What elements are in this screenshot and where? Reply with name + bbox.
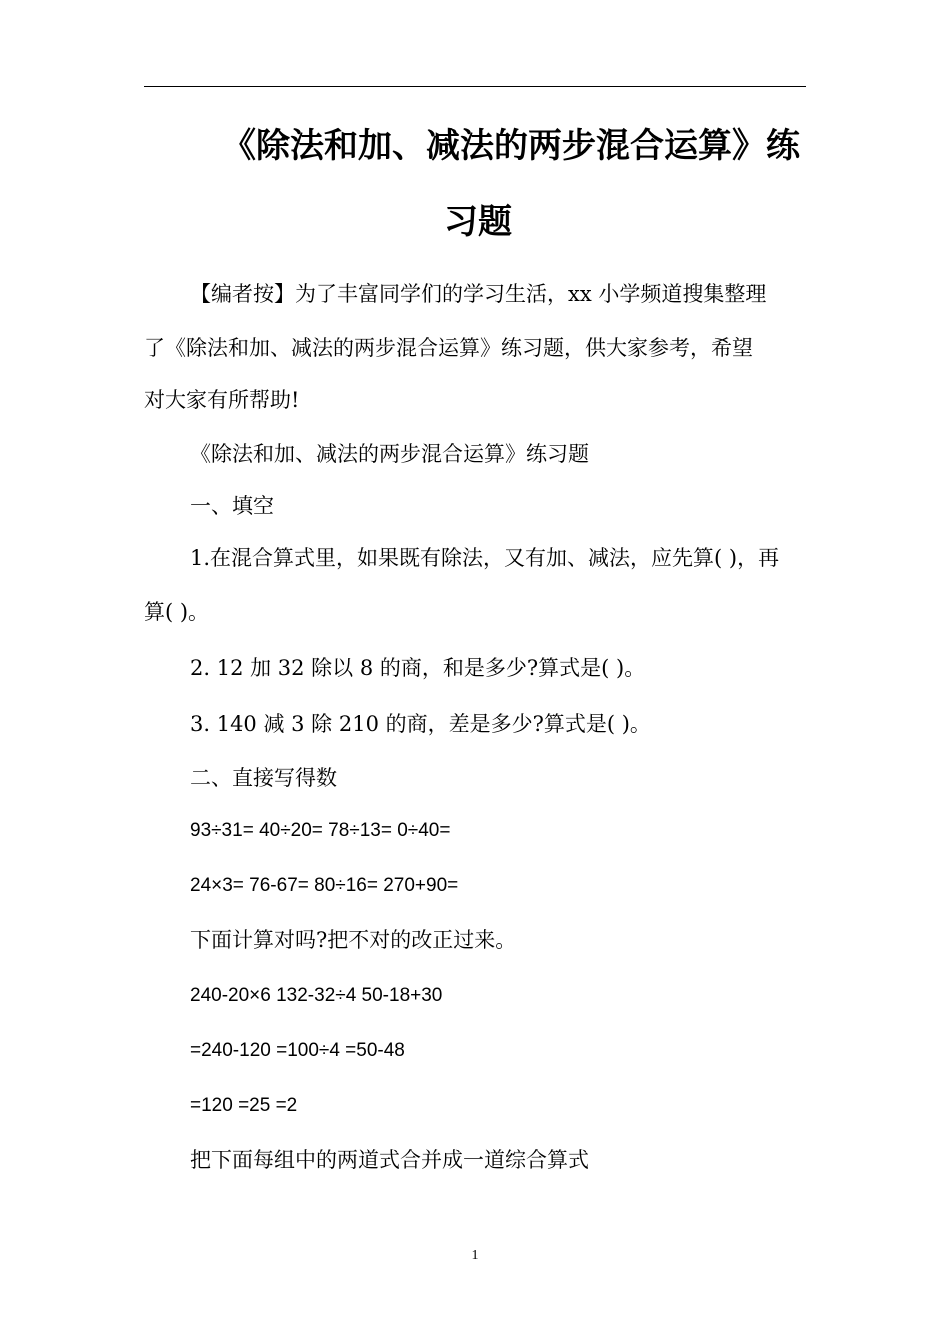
intro-line-3: 对大家有所帮助! (144, 388, 300, 412)
correction-row-2: =240-120 =100÷4 =50-48 (190, 1040, 405, 1061)
section-heading-fill-blank: 一、填空 (190, 494, 274, 518)
direct-answer-row-1: 93÷31= 40÷20= 78÷13= 0÷40= (190, 820, 451, 841)
question-1-line-2: 算( )。 (144, 600, 210, 624)
question-3: 3. 140 减 3 除 210 的商，差是多少?算式是( )。 (190, 712, 651, 736)
direct-answer-row-2: 24×3= 76-67= 80÷16= 270+90= (190, 875, 459, 896)
correction-row-1: 240-20×6 132-32÷4 50-18+30 (190, 985, 443, 1006)
section-heading-direct-answer: 二、直接写得数 (190, 766, 337, 790)
page-number: 1 (471, 1248, 479, 1263)
intro-line-2: 了《除法和加、减法的两步混合运算》练习题，供大家参考，希望 (144, 336, 753, 360)
section-heading-correct-errors: 下面计算对吗?把不对的改正过来。 (190, 928, 517, 952)
document-title-line-2: 习题 (444, 202, 512, 242)
document-title-line-1: 《除法和加、减法的两步混合运算》练 (222, 126, 800, 166)
subtitle: 《除法和加、减法的两步混合运算》练习题 (190, 442, 589, 466)
question-2: 2. 12 加 32 除以 8 的商，和是多少?算式是( )。 (190, 656, 646, 680)
header-rule (144, 86, 806, 87)
correction-row-3: =120 =25 =2 (190, 1095, 298, 1116)
section-heading-combine-expressions: 把下面每组中的两道式合并成一道综合算式 (190, 1148, 589, 1172)
question-1-line-1: 1.在混合算式里，如果既有除法，又有加、减法，应先算( )，再 (190, 546, 780, 570)
intro-line-1: 【编者按】为了丰富同学们的学习生活，xx 小学频道搜集整理 (190, 282, 767, 306)
